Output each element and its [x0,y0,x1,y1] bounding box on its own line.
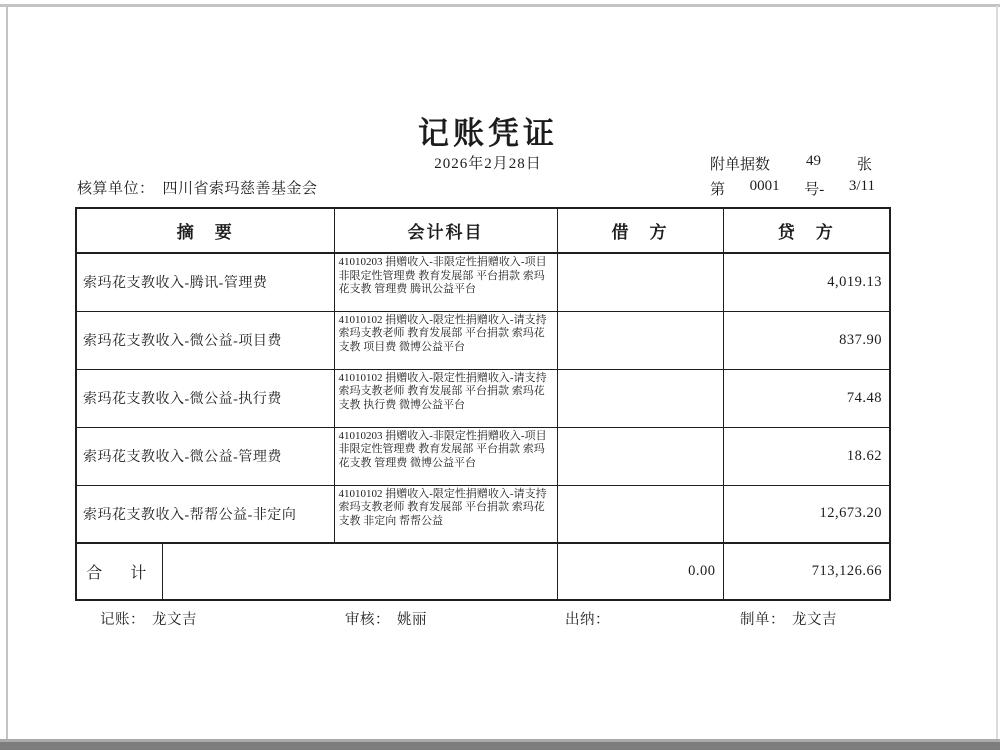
account-cell: 41010102 捐赠收入-限定性捐赠收入-请支持索玛支教老师 教育发展部 平台捐款 索玛花支教 非定向 帮帮公益 [334,485,557,543]
preparer-signature [740,608,837,629]
account-cell: 41010102 捐赠收入-限定性捐赠收入-请支持索玛支教老师 教育发展部 平台捐款 索玛花支教 项目费 微博公益平台 [334,311,557,369]
auditor-label: 审核： [345,612,390,628]
table-row [76,485,890,543]
debit-cell [557,253,723,311]
accounting-unit-label: 核算单位： [77,181,155,197]
header-credit: 贷 方 [723,208,890,253]
total-row [76,543,890,600]
attachment-count-value: 49 [806,153,821,169]
credit-cell: 837.90 [723,311,890,369]
summary-cell: 索玛花支教收入-腾讯-管理费 [76,253,334,311]
header-summary: 摘 要 [76,208,334,253]
preparer-label: 制单： [740,612,785,628]
account-cell: 41010203 捐赠收入-非限定性捐赠收入-项目非限定性管理费 教育发展部 平台捐款 索玛花支教 管理费 腾讯公益平台 [334,253,557,311]
table-row [76,369,890,427]
total-empty-cell [162,543,557,600]
cashier-label: 出纳： [565,612,610,628]
attachment-count-unit: 张 [856,157,872,173]
preparer-name: 龙文吉 [792,612,837,628]
total-debit-cell: 0.00 [557,543,723,600]
table-header-row [76,208,890,253]
voucher-number-suffix: 号- [804,182,825,198]
bookkeeper-name: 龙文吉 [152,612,197,628]
voucher-number-value: 0001 [749,178,780,194]
accounting-unit-name: 四川省索玛慈善基金会 [162,181,318,197]
scan-edge-top [0,4,1000,7]
header-debit: 借 方 [557,208,723,253]
auditor-name: 姚丽 [397,612,427,628]
voucher-number-prefix: 第 [710,182,726,198]
bookkeeper-label: 记账： [100,612,145,628]
scan-edge-right [996,6,998,744]
summary-cell: 索玛花支教收入-微公益-项目费 [76,311,334,369]
account-cell: 41010203 捐赠收入-非限定性捐赠收入-项目非限定性管理费 教育发展部 平台捐款 索玛花支教 管理费 微博公益平台 [334,427,557,485]
attachment-count-label: 附单据数 [710,157,771,173]
account-cell: 41010102 捐赠收入-限定性捐赠收入-请支持索玛支教老师 教育发展部 平台捐款 索玛花支教 执行费 微博公益平台 [334,369,557,427]
debit-cell [557,369,723,427]
signature-line [75,608,889,630]
voucher-number-line [710,178,875,199]
accounting-unit-line [77,177,318,198]
credit-cell: 4,019.13 [723,253,890,311]
table-row [76,427,890,485]
debit-cell [557,427,723,485]
credit-cell: 18.62 [723,427,890,485]
voucher-table [75,207,891,601]
table-row [76,311,890,369]
table-row [76,253,890,311]
total-label: 合 计 [76,543,162,600]
scan-edge-bottom-dark [0,742,1000,750]
auditor-signature [345,608,427,629]
voucher-page-number: 3/11 [848,178,875,194]
credit-cell: 12,673.20 [723,485,890,543]
total-credit-cell: 713,126.66 [723,543,890,600]
cashier-signature [565,608,617,629]
summary-cell: 索玛花支教收入-帮帮公益-非定向 [76,485,334,543]
attachment-count-line [710,153,872,174]
summary-cell: 索玛花支教收入-微公益-执行费 [76,369,334,427]
debit-cell [557,485,723,543]
voucher-date: 2026年2月28日 [434,156,542,172]
header-account: 会计科目 [334,208,557,253]
page-title: 记账凭证 [418,116,558,151]
debit-cell [557,311,723,369]
credit-cell: 74.48 [723,369,890,427]
bookkeeper-signature [100,608,197,629]
summary-cell: 索玛花支教收入-微公益-管理费 [76,427,334,485]
